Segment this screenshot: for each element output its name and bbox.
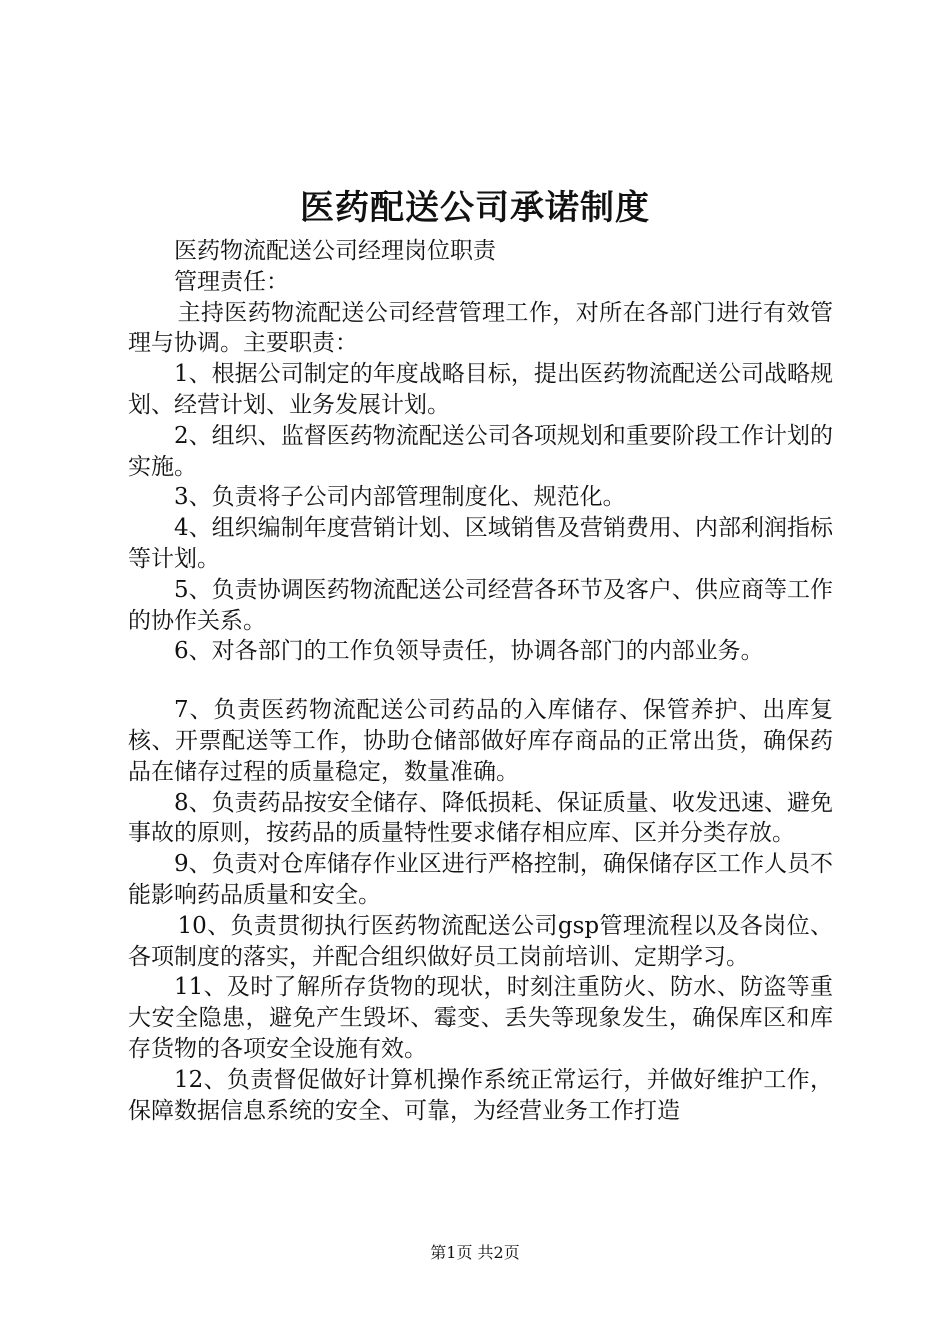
- document-body: [128, 236, 833, 1126]
- list-item: 2、组织、监督医药物流配送公司各项规划和重要阶段工作计划的实施。: [128, 422, 833, 480]
- subtitle: 医药物流配送公司经理岗位职责: [174, 238, 496, 264]
- list-item: 3、负责将子公司内部管理制度化、规范化。: [174, 484, 626, 511]
- list-item: 6、对各部门的工作负领导责任，协调各部门的内部业务。: [174, 638, 764, 665]
- document-title: 医药配送公司承诺制度: [300, 188, 650, 228]
- page-indicator: 第1页 共2页: [430, 1243, 520, 1262]
- list-item: 10、负责贯彻执行医药物流配送公司gsp管理流程以及各岗位、各项制度的落实，并配合组织做好员工岗前培训、定期学习。: [128, 912, 833, 970]
- list-item: 5、负责协调医药物流配送公司经营各环节及客户、供应商等工作的协作关系。: [128, 576, 833, 634]
- paragraph-gap: [128, 667, 833, 695]
- section-label: 管理责任：: [174, 268, 289, 295]
- list-item: 11、及时了解所存货物的现状，时刻注重防火、防水、防盗等重大安全隐患，避免产生毁坏、霉变、丢失等现象发生，确保库区和库存货物的各项安全设施有效。: [128, 974, 833, 1062]
- list-item: 9、负责对仓库储存作业区进行严格控制，确保储存区工作人员不能影响药品质量和安全。: [128, 851, 833, 908]
- list-item: 7、负责医药物流配送公司药品的入库储存、保管养护、出库复核、开票配送等工作，协助仓储部做好库存商品的正常出货，确保药品在储存过程的质量稳定，数量准确。: [128, 697, 833, 785]
- list-item: 1、根据公司制定的年度战略目标，提出医药物流配送公司战略规划、经营计划、业务发展计划。: [128, 361, 833, 418]
- intro-paragraph: 主持医药物流配送公司经营管理工作，对所在各部门进行有效管理与协调。主要职责：: [128, 299, 833, 357]
- list-item: 8、负责药品按安全储存、降低损耗、保证质量、收发迅速、避免事故的原则，按药品的质量特性要求储存相应库、区并分类存放。: [128, 789, 833, 847]
- list-item: 12、负责督促做好计算机操作系统正常运行，并做好维护工作，保障数据信息系统的安全、可靠，为经营业务工作打造: [128, 1066, 833, 1124]
- list-item: 4、组织编制年度营销计划、区域销售及营销费用、内部利润指标等计划。: [128, 515, 833, 572]
